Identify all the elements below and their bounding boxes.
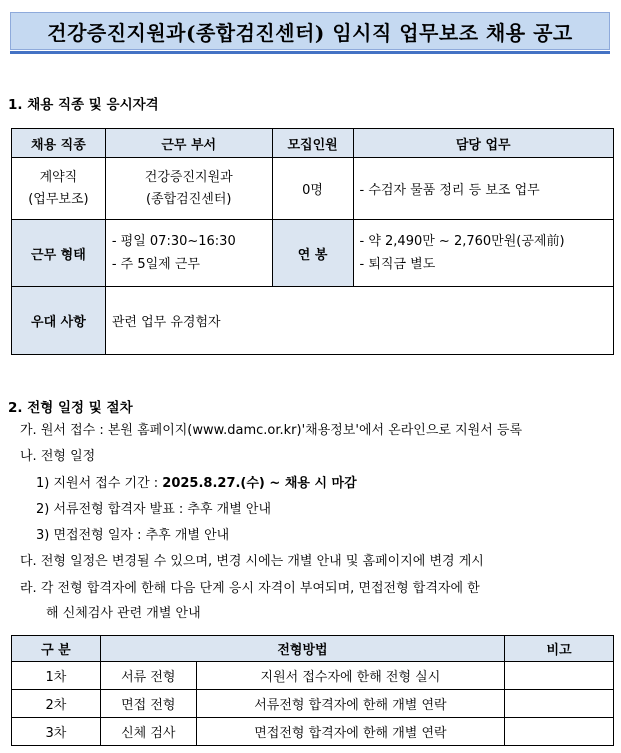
- work-type-label: 근무 형태: [12, 220, 106, 287]
- table-row: [12, 690, 614, 718]
- schedule-application-period: [36, 472, 357, 491]
- note-cell: [505, 662, 614, 690]
- job-type-cell: [12, 158, 106, 220]
- schedule-application-date: 2025.8.27.(수) ~ 채용 시 마감: [162, 476, 357, 491]
- salary-range: - 약 2,490만 ~ 2,760만원(공제前): [359, 234, 565, 249]
- header-method: 전형방법: [100, 636, 504, 662]
- item-application: 가. 원서 접수 : 본원 홈페이지(www.damc.or.kr)'채용정보'에서 온라인으로 지원서 등록: [20, 423, 523, 438]
- item-schedule: 나. 전형 일정: [20, 449, 96, 464]
- note-cell: [505, 718, 614, 746]
- preference-label: 우대 사항: [12, 287, 106, 355]
- stage-cell: 3차: [12, 718, 101, 746]
- stage-cell: 2차: [12, 690, 101, 718]
- severance-note: - 퇴직금 별도: [359, 257, 436, 272]
- item-eligibility-line2: 해 신체검사 관련 개별 안내: [46, 606, 201, 621]
- header-headcount: 모집인원: [272, 129, 353, 158]
- header-duty: 담당 업무: [353, 129, 614, 158]
- header-stage: 구 분: [12, 636, 101, 662]
- job-type-line1: 계약직: [39, 169, 78, 185]
- salary-cell: [353, 220, 614, 287]
- header-job-type: 채용 직종: [12, 129, 106, 158]
- recruitment-table: [11, 128, 614, 355]
- method-cell: 신체 검사: [100, 718, 196, 746]
- work-days: - 주 5일제 근무: [111, 257, 200, 272]
- table-row: [12, 718, 614, 746]
- job-type-line2: (업무보조): [28, 191, 89, 207]
- method-cell: 서류 전형: [100, 662, 196, 690]
- note-cell: [505, 690, 614, 718]
- department-cell: [105, 158, 272, 220]
- schedule-document-result: 2) 서류전형 합격자 발표 : 추후 개별 안내: [36, 502, 272, 517]
- description-cell: 지원서 접수자에 한해 전형 실시: [196, 662, 504, 690]
- table-row: [12, 662, 614, 690]
- department-line1: 건강증진지원과: [144, 169, 233, 185]
- header-department: 근무 부서: [105, 129, 272, 158]
- salary-label: 연 봉: [272, 220, 353, 287]
- item-eligibility-line1: 라. 각 전형 합격자에 한해 다음 단계 응시 자격이 부여되며, 면접전형 합격자에 한: [20, 581, 480, 596]
- section1-heading: 1. 채용 직종 및 응시자격: [8, 97, 159, 113]
- work-hours: - 평일 07:30~16:30: [111, 234, 236, 249]
- duty-cell: - 수검자 물품 정리 등 보조 업무: [353, 158, 614, 220]
- schedule-application-prefix: 1) 지원서 접수 기간 :: [36, 476, 163, 491]
- headcount-cell: 0명: [272, 158, 353, 220]
- section2-heading: 2. 전형 일정 및 절차: [8, 400, 133, 416]
- header-note: 비고: [505, 636, 614, 662]
- preference-value: 관련 업무 유경험자: [105, 287, 613, 355]
- title-banner: [10, 12, 610, 50]
- stage-cell: 1차: [12, 662, 101, 690]
- description-cell: 서류전형 합격자에 한해 개별 연락: [196, 690, 504, 718]
- department-line2: (종합검진센터): [145, 191, 232, 207]
- schedule-interview-date: 3) 면접전형 일자 : 추후 개별 안내: [36, 528, 230, 543]
- title-underline: [10, 51, 610, 54]
- selection-table: [11, 635, 614, 746]
- page-title: 건강증진지원과(종합검진센터) 임시직 업무보조 채용 공고: [47, 20, 573, 45]
- item-schedule-change: 다. 전형 일정은 변경될 수 있으며, 변경 시에는 개별 안내 및 홈페이지에 변경 게시: [20, 554, 484, 569]
- method-cell: 면접 전형: [100, 690, 196, 718]
- description-cell: 면접전형 합격자에 한해 개별 연락: [196, 718, 504, 746]
- work-type-cell: [105, 220, 272, 287]
